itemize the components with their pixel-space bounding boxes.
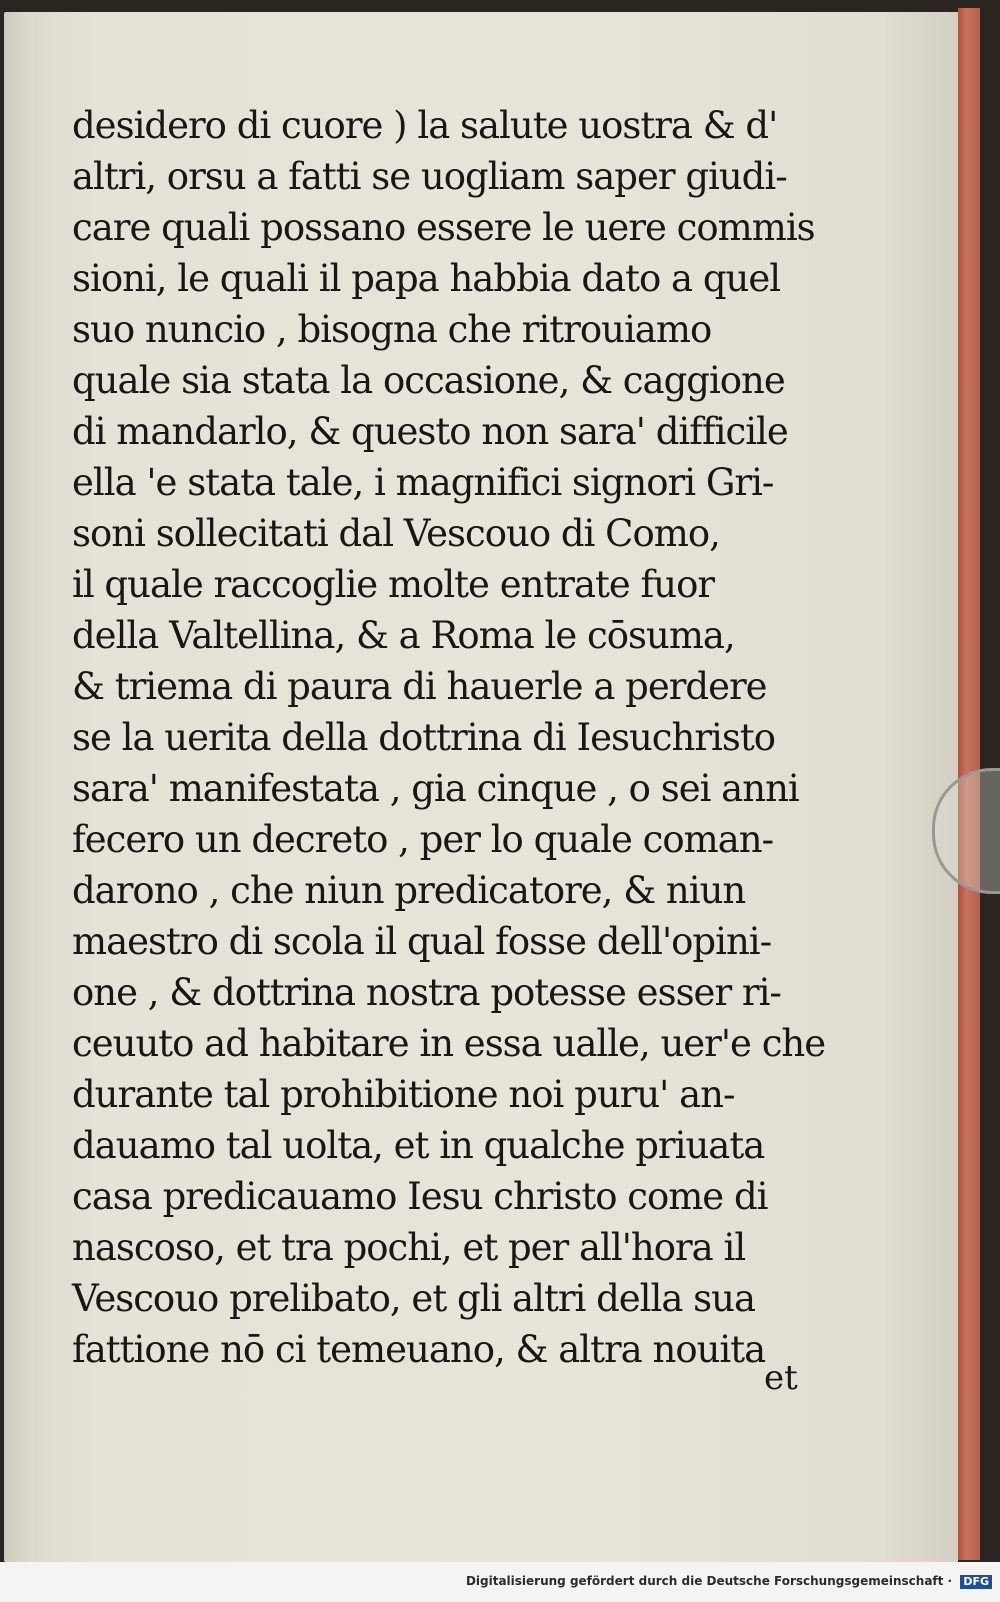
catchword: et [764,1358,798,1398]
dfg-logo: DFG [960,1575,992,1589]
page-text [72,100,832,1375]
text-line: dauamo tal uolta, et in qualche priuata [72,1124,765,1167]
text-line: durante tal prohibitione noi puru' an- [72,1073,735,1116]
text-line: fecero un decreto , per lo quale coman- [72,818,774,861]
text-line: Vescouo prelibato, et gli altri della sua [72,1277,756,1320]
text-line: & triema di paura di hauerle a perdere [72,665,767,708]
text-line: il quale raccoglie molte entrate fuor [72,563,715,606]
funding-credit [466,1574,992,1589]
text-line: nascoso, et tra pochi, et per all'hora il [72,1226,746,1269]
text-line: care quali possano essere le uere commis [72,206,815,249]
text-line: suo nuncio , bisogna che ritrouiamo [72,308,712,351]
text-line: maestro di scola il qual fosse dell'opini- [72,920,772,963]
text-line: sara' manifestata , gia cinque , o sei anni [72,767,799,810]
text-line: quale sia stata la occasione, & caggione [72,359,785,402]
text-line: fattione nō ci temeuano, & altra nouita [72,1328,766,1371]
text-line: ceuuto ad habitare in essa ualle, uer'e che [72,1022,826,1065]
text-line: ella 'e stata tale, i magnifici signori Gri- [72,461,774,504]
text-line: casa predicauamo Iesu christo come di [72,1175,768,1218]
text-line: desidero di cuore ) la salute uostra & d' [72,104,778,147]
text-line: della Valtellina, & a Roma le cōsuma, [72,614,735,657]
text-line: sioni, le quali il papa habbia dato a quel [72,257,781,300]
funding-credit-text: Digitalisierung gefördert durch die Deutsche Forschungsgemeinschaft · [465,1574,953,1588]
text-line: one , & dottrina nostra potesse esser ri- [72,971,781,1014]
text-line: di mandarlo, & questo non sara' difficile [72,410,788,453]
text-line: altri, orsu a fatti se uogliam saper giudi- [72,155,787,198]
text-line: soni sollecitati dal Vescouo di Como, [72,512,720,555]
text-line: darono , che niun predicatore, & niun [72,869,746,912]
text-line: se la uerita della dottrina di Iesuchristo [72,716,775,759]
